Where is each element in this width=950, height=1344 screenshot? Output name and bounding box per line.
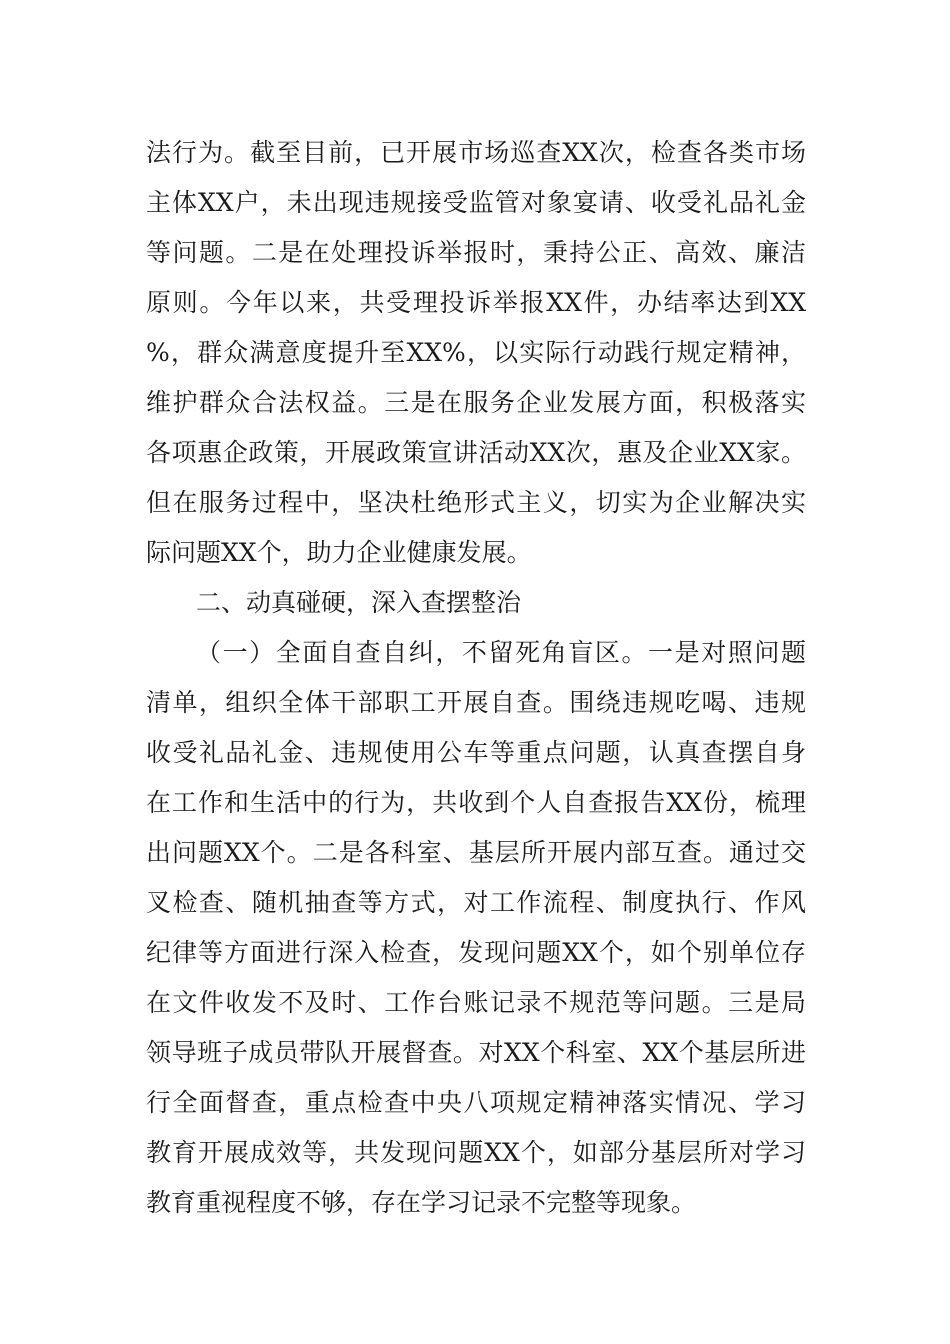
text-line: 纪律等方面进行深入检查，发现问题XX个，如个别单位存 — [146, 938, 806, 967]
text-line: 行全面督查，重点检查中央八项规定精神落实情况、学习 — [146, 1088, 806, 1117]
text-line: 叉检查、随机抽查等方式，对工作流程、制度执行、作风 — [146, 888, 806, 917]
text-line: 维护群众合法权益。三是在服务企业发展方面，积极落实 — [146, 388, 806, 417]
section-heading: 二、动真碰硬，深入查摆整治 — [196, 588, 522, 617]
text-line: 际问题XX个，助力企业健康发展。 — [146, 538, 532, 567]
subsection-heading-line: （一）全面自查自纠，不留死角盲区。一是对照问题 — [196, 638, 806, 667]
text-line: 领导班子成员带队开展督查。对XX个科室、XX个基层所进 — [146, 1038, 806, 1067]
text-line: 但在服务过程中，坚决杜绝形式主义，切实为企业解决实 — [146, 488, 806, 517]
text-line: 教育重视程度不够，存在学习记录不完整等现象。 — [146, 1188, 697, 1217]
text-line: 教育开展成效等，共发现问题XX个，如部分基层所对学习 — [146, 1138, 806, 1167]
text-line: 收受礼品礼金、违规使用公车等重点问题，认真查摆自身 — [146, 738, 806, 767]
text-line: 主体XX户，未出现违规接受监管对象宴请、收受礼品礼金 — [146, 188, 806, 217]
text-line: 在文件收发不及时、工作台账记录不规范等问题。三是局 — [146, 988, 806, 1017]
document-body — [146, 128, 806, 1228]
text-line: 原则。今年以来，共受理投诉举报XX件，办结率达到XX — [146, 288, 806, 317]
text-line: %，群众满意度提升至XX%，以实际行动践行规定精神， — [146, 338, 806, 367]
text-line: 清单，组织全体干部职工开展自查。围绕违规吃喝、违规 — [146, 688, 806, 717]
text-line: 等问题。二是在处理投诉举报时，秉持公正、高效、廉洁 — [146, 238, 806, 267]
text-line: 出问题XX个。二是各科室、基层所开展内部互查。通过交 — [146, 838, 806, 867]
text-line: 法行为。截至目前，已开展市场巡查XX次，检查各类市场 — [146, 138, 806, 167]
text-line: 在工作和生活中的行为，共收到个人自查报告XX份，梳理 — [146, 788, 806, 817]
text-line: 各项惠企政策，开展政策宣讲活动XX次，惠及企业XX家。 — [146, 438, 806, 467]
